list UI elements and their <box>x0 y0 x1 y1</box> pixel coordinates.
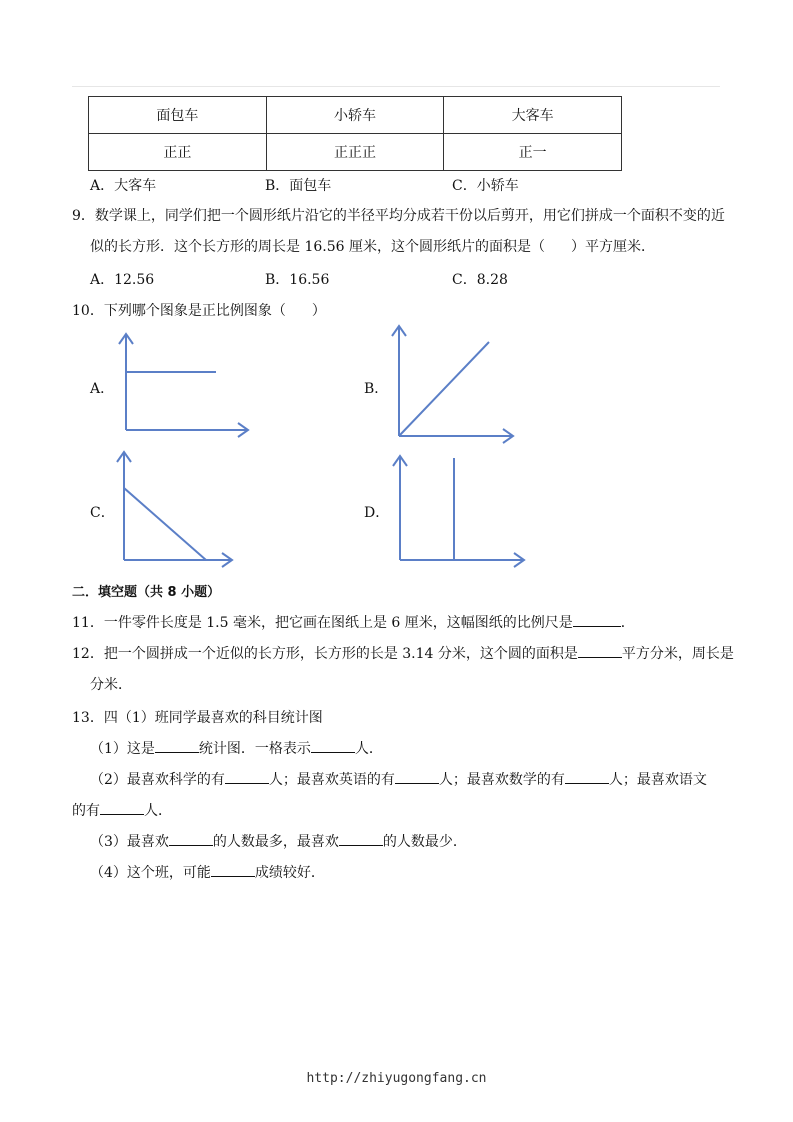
q13-part2-line2 <box>72 800 172 820</box>
q13-text-part: 成绩较好． <box>254 865 325 881</box>
answer-blank[interactable] <box>395 771 439 784</box>
table-header-cell: 面包车 <box>89 97 267 134</box>
q13-part2 <box>90 769 707 789</box>
answer-blank[interactable] <box>100 802 144 815</box>
answer-blank[interactable] <box>155 740 199 753</box>
q13-text-part: 的人数最多，最喜欢 <box>212 834 339 850</box>
graph-line-proportional <box>399 342 489 436</box>
answer-blank[interactable] <box>565 771 609 784</box>
graph-c[interactable] <box>110 448 240 570</box>
q10-text-part: 10．下列哪个图象是正比例图象（ <box>72 303 286 319</box>
q8-option-b[interactable]: B．面包车 <box>265 178 332 194</box>
q13-text-part: 人；最喜欢数学的有 <box>438 772 565 788</box>
answer-blank[interactable] <box>578 645 622 658</box>
q12-text-part: 12．把一个圆拼成一个近似的长方形，长方形的长是 3.14 分米，这个圆的面积是 <box>72 646 578 662</box>
q13-text-part: 人． <box>354 741 383 757</box>
q13-text-part: 的人数最少． <box>382 834 467 850</box>
q9-text-part: 似的长方形．这个长方形的周长是 16.56 厘米，这个圆形纸片的面积是（ <box>90 239 545 255</box>
answer-blank[interactable] <box>573 614 621 627</box>
graph-a[interactable] <box>110 330 260 440</box>
q13-text-part: 人． <box>144 803 172 819</box>
q9-text-part: ）平方厘米． <box>570 239 655 255</box>
graph-label-c[interactable]: C． <box>90 505 115 521</box>
q13-part1 <box>90 738 383 758</box>
q13-text-part: （2）最喜欢科学的有 <box>90 772 225 788</box>
table-header-cell: 大客车 <box>444 97 622 134</box>
graph-d[interactable] <box>388 450 530 572</box>
q12-text-part: 平方分米，周长是 <box>621 646 734 662</box>
footer-url[interactable]: http://zhiyugongfang.cn <box>306 1071 487 1086</box>
graph-label-b[interactable]: B． <box>364 381 389 397</box>
q8-option-c[interactable]: C．小轿车 <box>452 178 519 194</box>
graph-b[interactable] <box>385 320 525 445</box>
graph-label-a[interactable]: A． <box>90 381 115 397</box>
q13-part4 <box>90 862 325 882</box>
q9-option-a[interactable]: A．12.56 <box>90 272 155 288</box>
q9-text-line1: 9．数学课上，同学们把一个圆形纸片沿它的半径平均分成若干份以后剪开，用它们拼成一个面积不变的近 <box>72 208 725 224</box>
answer-blank[interactable] <box>211 864 255 877</box>
graph-label-d[interactable]: D． <box>364 505 390 521</box>
q12-text-line2: 分米． <box>90 677 132 693</box>
q11-text <box>72 612 635 632</box>
table-cell: 正一 <box>444 134 622 171</box>
section-title: 二．填空题（共 8 小题） <box>72 585 221 600</box>
answer-blank[interactable] <box>169 833 213 846</box>
q13-text-part: （4）这个班，可能 <box>90 865 211 881</box>
q13-text-part: （3）最喜欢 <box>90 834 169 850</box>
q13-part3 <box>90 831 467 851</box>
graph-line-decreasing <box>124 488 206 560</box>
q11-text-part: 11．一件零件长度是 1.5 毫米，把它画在图纸上是 6 厘米，这幅图纸的比例尺是 <box>72 615 573 631</box>
table-header-cell: 小轿车 <box>266 97 444 134</box>
q9-option-c[interactable]: C．8.28 <box>452 272 508 288</box>
answer-blank[interactable] <box>311 740 355 753</box>
q10-text-part: ） <box>311 303 326 319</box>
table-cell: 正正正 <box>266 134 444 171</box>
table-cell: 正正 <box>89 134 267 171</box>
q13-text-part: 人；最喜欢英语的有 <box>268 772 395 788</box>
q11-text-part: ． <box>620 615 635 631</box>
answer-blank[interactable] <box>225 771 269 784</box>
q13-text-part: 的有 <box>72 803 100 819</box>
table-row <box>89 97 622 134</box>
table-row <box>89 134 622 171</box>
answer-blank[interactable] <box>339 833 383 846</box>
q13-text-part: （1）这是 <box>90 741 155 757</box>
q8-option-a[interactable]: A．大客车 <box>90 178 157 194</box>
q13-title: 13．四（1）班同学最喜欢的科目统计图 <box>72 710 323 726</box>
q10-text <box>72 300 326 320</box>
q13-text-part: 人；最喜欢语文 <box>608 772 707 788</box>
q12-text <box>72 643 734 663</box>
q9-text-line2 <box>90 236 655 256</box>
vehicle-tally-table <box>88 96 622 171</box>
page-top-rule <box>72 86 720 87</box>
q13-text-part: 统计图．一格表示 <box>198 741 311 757</box>
q9-option-b[interactable]: B．16.56 <box>265 272 330 288</box>
